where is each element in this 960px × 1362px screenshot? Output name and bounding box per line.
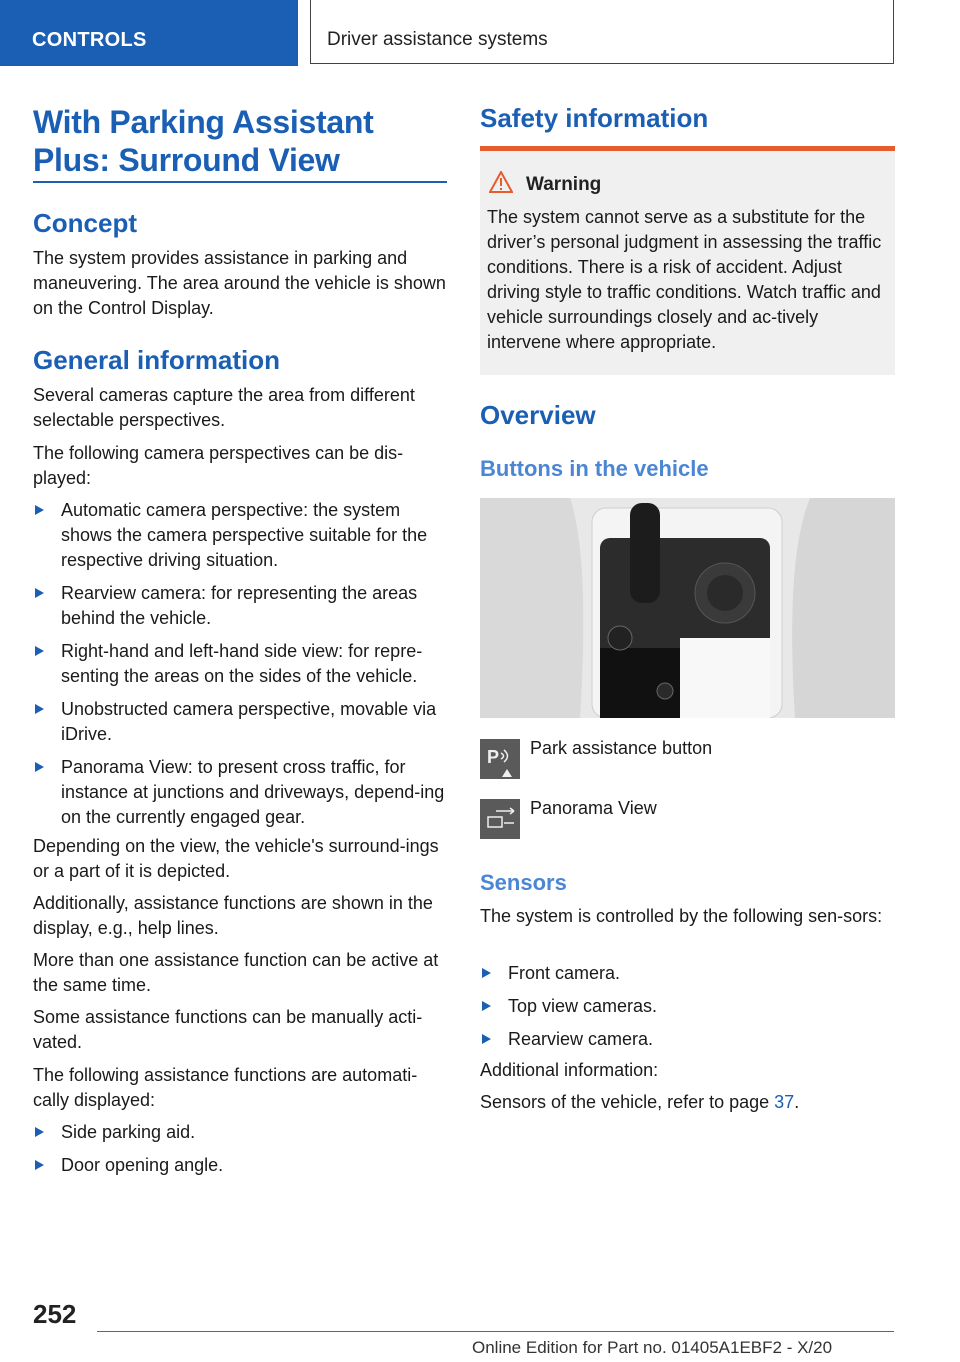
sensors-text: The system is controlled by the following sen-sors: [480, 906, 883, 926]
paragraph-4: Additionally, assistance functions are shown in the display, e.g., help lines. [33, 893, 433, 938]
header-section-tab [0, 0, 298, 66]
list-item: Side parking aid. [33, 1120, 447, 1145]
warning-title: Warning [526, 174, 602, 195]
panorama-view-label: Panorama View [530, 798, 657, 818]
paragraph-3: Depending on the view, the vehicle's surround-ings or a part of it is depicted. [33, 836, 439, 881]
park-assistance-label: Park assistance button [530, 738, 713, 758]
bullet-icon [482, 1034, 491, 1044]
auto-functions-list [33, 1120, 447, 1186]
bullet-icon [35, 1127, 44, 1137]
safety-heading: Safety information [480, 103, 709, 133]
paragraph-7: The following assistance functions are automati-cally displayed: [33, 1065, 418, 1110]
list-item: Rearview camera: for representing the areas behind the vehicle. [33, 581, 447, 631]
page-link[interactable]: 37 [774, 1092, 795, 1112]
warning-text: The system cannot serve as a substitute for the driver’s personal judgment in assessing the traffic conditions. There is a risk of accident. Adjust driving style to traffic conditions. Watch traffic and vehicle surroundings closely and ac-tively intervene where appropriate. [487, 207, 882, 352]
bullet-icon [482, 968, 491, 978]
concept-text: The system provides assistance in parking and maneuvering. The area around the vehicle is shown on the Control Display. [33, 248, 446, 318]
center-console-photo [480, 498, 895, 718]
bullet-icon [35, 505, 44, 515]
header-chapter-box [310, 0, 894, 64]
general-paragraph-1: Several cameras capture the area from different selectable perspectives. [33, 385, 415, 430]
header-section-label: CONTROLS [32, 29, 147, 51]
park-assistance-icon [480, 739, 520, 779]
footer-edition: Online Edition for Part no. 01405A1EBF2 - X/20 [472, 1338, 833, 1357]
overview-heading: Overview [480, 400, 596, 430]
footer-divider [97, 1331, 894, 1332]
perspectives-list [33, 498, 447, 838]
list-item: Door opening angle. [33, 1153, 447, 1178]
additional-info: Additional information: [480, 1060, 659, 1080]
sensor-reference: Sensors of the vehicle, refer to page 37. [480, 1092, 800, 1112]
bullet-icon [35, 588, 44, 598]
paragraph-6: Some assistance functions can be manually acti-vated. [33, 1007, 423, 1052]
list-item: Right-hand and left-hand side view: for repre-senting the areas on the sides of the vehicle. [33, 639, 447, 689]
list-item: Front camera. [480, 961, 895, 986]
sensors-list [480, 961, 895, 1060]
bullet-icon [35, 1160, 44, 1170]
list-item: Rearview camera. [480, 1027, 895, 1052]
panorama-view-icon [480, 799, 520, 839]
header-chapter-label: Driver assistance systems [327, 29, 548, 50]
warning-icon [489, 171, 513, 193]
general-heading: General information [33, 345, 281, 375]
bullet-icon [35, 762, 44, 772]
svg-text:P: P [487, 747, 500, 767]
bullet-icon [482, 1001, 491, 1011]
buttons-heading: Buttons in the vehicle [480, 456, 709, 481]
sensors-heading: Sensors [480, 870, 567, 895]
concept-heading: Concept [33, 208, 137, 238]
general-paragraph-2: The following camera perspectives can be dis-played: [33, 443, 404, 488]
paragraph-5: More than one assistance function can be active at the same time. [33, 950, 439, 995]
page-title: With Parking Assistant Plus: Surround View [33, 104, 374, 178]
list-item: Unobstructed camera perspective, movable via iDrive. [33, 697, 447, 747]
page-number: 252 [33, 1299, 77, 1329]
title-divider [33, 181, 447, 183]
list-item: Automatic camera perspective: the system shows the camera perspective suitable for the respective driving situation. [33, 498, 447, 573]
list-item: Top view cameras. [480, 994, 895, 1019]
bullet-icon [35, 704, 44, 714]
list-item: Panorama View: to present cross traffic, for instance at junctions and driveways, depend-ing on the currently engaged gear. [33, 755, 447, 830]
bullet-icon [35, 646, 44, 656]
